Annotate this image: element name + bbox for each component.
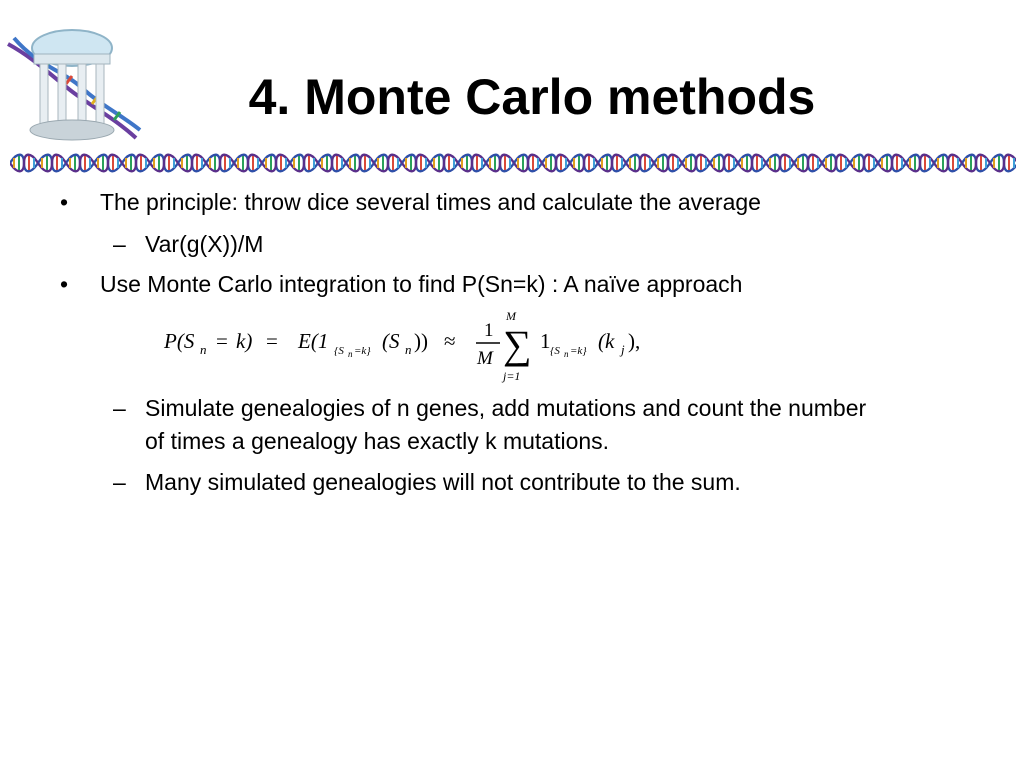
sub-bullet-marker: –	[113, 231, 126, 257]
formula-frac-den: M	[477, 348, 493, 369]
formula-ind-sub-end: =k}	[354, 345, 371, 357]
formula-arg-n: n	[405, 342, 412, 357]
formula-frac-num: 1	[484, 320, 494, 341]
sub-bullet-text: of times a genealogy has exactly k mutations.	[145, 428, 610, 454]
sub-bullet-text: Simulate genealogies of n genes, add mutations and count the number	[145, 395, 867, 421]
bullet-text: The principle: throw dice several times and calculate the average	[100, 189, 761, 215]
formula-sum-top: M	[506, 309, 516, 323]
sub-bullet-item	[113, 229, 264, 259]
formula-kj: (k	[598, 329, 615, 353]
formula-close: ))	[414, 329, 428, 353]
formula-eq2: =	[266, 329, 278, 353]
sub-bullet-text: Var(g(X))/M	[145, 231, 264, 257]
formula-ind2-sub: {S	[550, 345, 560, 357]
bullet-text: Use Monte Carlo integration to find P(Sn=k) : A naïve approach	[100, 271, 743, 297]
formula-approx: ≈	[444, 329, 456, 353]
formula-eq: =	[216, 329, 228, 353]
sub-bullet-text: Many simulated genealogies will not contribute to the sum.	[145, 469, 741, 495]
bullet-marker: •	[60, 189, 69, 215]
formula-end: ),	[628, 329, 641, 353]
formula-ind-sub: {S	[334, 345, 344, 357]
sub-bullet-item	[113, 393, 867, 423]
formula-ind2-sub-n: n	[564, 349, 569, 359]
formula-lhs: P(S	[164, 329, 195, 353]
formula-sub-n: n	[200, 342, 207, 357]
slide-title: 4. Monte Carlo methods	[248, 69, 816, 125]
bullet-item	[60, 269, 743, 299]
sub-bullet-marker: –	[113, 395, 126, 421]
formula-one2: 1	[540, 329, 551, 353]
sub-bullet-continuation	[145, 426, 609, 456]
formula-sigma: ∑	[503, 322, 532, 367]
formula-j: j	[621, 342, 625, 357]
formula-arg: (S	[382, 329, 400, 353]
sub-bullet-item	[113, 467, 741, 497]
bullet-item	[60, 187, 761, 217]
formula-E: E(1	[298, 329, 329, 353]
formula-sum-bottom: j=1	[503, 369, 521, 383]
sub-bullet-marker: –	[113, 469, 126, 495]
formula-k: k)	[236, 329, 253, 353]
bullet-marker: •	[60, 271, 69, 297]
formula-ind2-sub-end: =k}	[570, 345, 587, 357]
formula-ind-sub-n: n	[348, 349, 353, 359]
monte-carlo-formula	[160, 304, 660, 386]
